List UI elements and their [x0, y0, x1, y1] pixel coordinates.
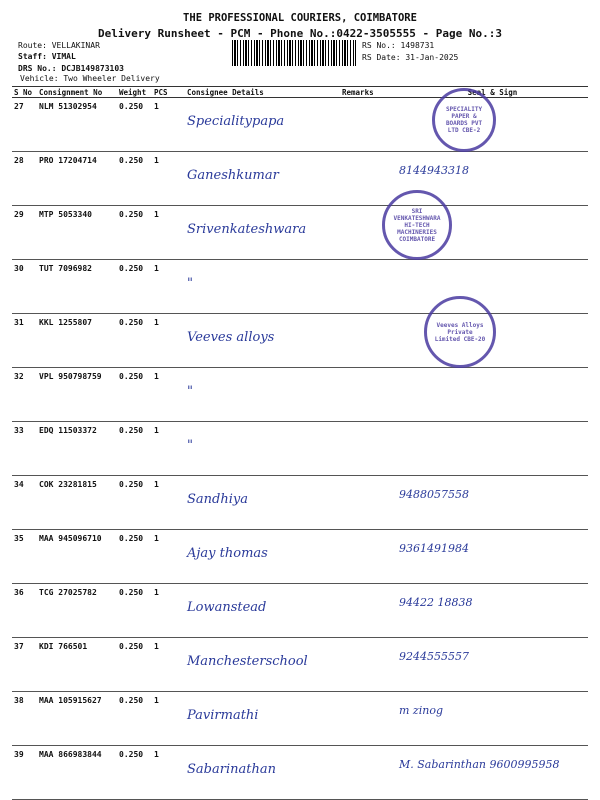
table-row	[12, 476, 588, 530]
row-weight: 0.250	[117, 638, 152, 692]
row-weight: 0.250	[117, 692, 152, 746]
row-pcs: 1	[152, 746, 185, 800]
row-seal-sign	[397, 422, 588, 476]
row-consignee: "	[185, 260, 340, 314]
row-consignee: Ganeshkumar	[185, 152, 340, 206]
row-sno: 39	[12, 746, 37, 800]
row-sno: 37	[12, 638, 37, 692]
row-seal-sign: m zinog	[397, 692, 588, 746]
row-consignment-no: VPL 950798759	[37, 368, 117, 422]
row-consignment-no: MAA 945096710	[37, 530, 117, 584]
row-weight: 0.250	[117, 530, 152, 584]
row-pcs: 1	[152, 530, 185, 584]
company-stamp-venkateshwara: SRI VENKATESHWARA HI-TECH MACHINERIES COIMBATORE	[382, 190, 452, 260]
row-sno: 29	[12, 206, 37, 260]
route-label: Route: VELLAKINAR	[18, 41, 100, 50]
row-consignment-no: NLM 51302954	[37, 98, 117, 152]
row-consignment-no: COK 23281815	[37, 476, 117, 530]
table-row	[12, 638, 588, 692]
row-consignment-no: TCG 27025782	[37, 584, 117, 638]
row-consignee: Lowanstead	[185, 584, 340, 638]
row-consignee: Srivenkateshwara	[185, 206, 340, 260]
row-sno: 38	[12, 692, 37, 746]
row-remarks	[340, 530, 397, 584]
row-remarks	[340, 476, 397, 530]
row-weight: 0.250	[117, 422, 152, 476]
row-consignment-no: PRO 17204714	[37, 152, 117, 206]
drs-label: DRS No.: DCJB149873103	[18, 64, 124, 73]
row-consignee: Sandhiya	[185, 476, 340, 530]
row-weight: 0.250	[117, 206, 152, 260]
row-consignment-no: TUT 7096982	[37, 260, 117, 314]
table-header-row	[12, 87, 588, 98]
table-row	[12, 368, 588, 422]
row-pcs: 1	[152, 98, 185, 152]
staff-label: Staff: VIMAL	[18, 52, 76, 61]
row-pcs: 1	[152, 206, 185, 260]
row-sno: 28	[12, 152, 37, 206]
row-pcs: 1	[152, 260, 185, 314]
row-remarks	[340, 368, 397, 422]
col-remarks-header: Remarks	[340, 87, 397, 98]
row-seal-sign: 9361491984	[397, 530, 588, 584]
runsheet-subtitle: Delivery Runsheet - PCM - Phone No.:0422-3505555 - Page No.:3	[98, 27, 502, 40]
table-row	[12, 692, 588, 746]
row-seal-sign: 9488057558	[397, 476, 588, 530]
row-consignment-no: KKL 1255807	[37, 314, 117, 368]
table-body	[12, 98, 588, 800]
row-sno: 33	[12, 422, 37, 476]
row-consignment-no: EDQ 11503372	[37, 422, 117, 476]
row-seal-sign: 94422 18838	[397, 584, 588, 638]
row-consignee: "	[185, 368, 340, 422]
table-row	[12, 314, 588, 368]
row-pcs: 1	[152, 476, 185, 530]
row-seal-sign	[397, 368, 588, 422]
col-consignee-header: Consignee Details	[185, 87, 340, 98]
col-weight-header: Weight	[117, 87, 152, 98]
table-row	[12, 206, 588, 260]
runsheet-table	[12, 86, 588, 800]
row-pcs: 1	[152, 314, 185, 368]
row-weight: 0.250	[117, 584, 152, 638]
row-consignee: Manchesterschool	[185, 638, 340, 692]
row-sno: 35	[12, 530, 37, 584]
runsheet-title: THE PROFESSIONAL COURIERS, COIMBATORE	[183, 12, 417, 24]
row-pcs: 1	[152, 152, 185, 206]
row-consignee: Sabarinathan	[185, 746, 340, 800]
table-row	[12, 260, 588, 314]
row-sno: 27	[12, 98, 37, 152]
col-pcs-header: PCS	[152, 87, 185, 98]
row-weight: 0.250	[117, 98, 152, 152]
row-remarks	[340, 98, 397, 152]
vehicle-label: Vehicle: Two Wheeler Delivery	[20, 74, 160, 83]
row-remarks	[340, 314, 397, 368]
row-weight: 0.250	[117, 368, 152, 422]
row-weight: 0.250	[117, 746, 152, 800]
table-row	[12, 98, 588, 152]
row-remarks	[340, 638, 397, 692]
row-remarks	[340, 152, 397, 206]
row-seal-sign	[397, 260, 588, 314]
table-row	[12, 152, 588, 206]
row-pcs: 1	[152, 638, 185, 692]
row-weight: 0.250	[117, 152, 152, 206]
row-sno: 32	[12, 368, 37, 422]
row-pcs: 1	[152, 368, 185, 422]
company-stamp-speciality: SPECIALITY PAPER & BOARDS PVT LTD CBE-2	[432, 88, 496, 152]
row-weight: 0.250	[117, 476, 152, 530]
row-consignee: "	[185, 422, 340, 476]
row-sno: 36	[12, 584, 37, 638]
row-consignment-no: MAA 866983844	[37, 746, 117, 800]
table-row	[12, 584, 588, 638]
row-consignment-no: MAA 105915627	[37, 692, 117, 746]
row-consignee: Specialitypapa	[185, 98, 340, 152]
row-seal-sign: M. Sabarinthan 9600995958	[397, 746, 588, 800]
row-sno: 31	[12, 314, 37, 368]
row-pcs: 1	[152, 692, 185, 746]
row-seal-sign: 8144943318	[397, 152, 588, 206]
row-consignee: Veeves alloys	[185, 314, 340, 368]
row-remarks	[340, 260, 397, 314]
row-pcs: 1	[152, 584, 185, 638]
row-remarks	[340, 746, 397, 800]
row-remarks	[340, 584, 397, 638]
row-remarks	[340, 422, 397, 476]
rs-no-label: RS No.: 1498731	[362, 41, 435, 50]
col-consignment-header: Consignment No	[37, 87, 117, 98]
row-seal-sign: 9244555557	[397, 638, 588, 692]
row-consignment-no: KDI 766501	[37, 638, 117, 692]
barcode	[232, 40, 356, 66]
table-row	[12, 422, 588, 476]
row-sno: 34	[12, 476, 37, 530]
rs-date-label: RS Date: 31-Jan-2025	[362, 53, 459, 62]
row-consignment-no: MTP 5053340	[37, 206, 117, 260]
row-weight: 0.250	[117, 260, 152, 314]
company-stamp-veeves: Veeves Alloys Private Limited CBE-20	[424, 296, 496, 368]
col-seal-header: Seal & Sign	[397, 87, 588, 98]
row-consignee: Pavirmathi	[185, 692, 340, 746]
row-consignee: Ajay thomas	[185, 530, 340, 584]
row-weight: 0.250	[117, 314, 152, 368]
table-row	[12, 530, 588, 584]
table-row	[12, 746, 588, 800]
row-pcs: 1	[152, 422, 185, 476]
row-remarks	[340, 692, 397, 746]
col-sno-header: S No	[12, 87, 37, 98]
row-sno: 30	[12, 260, 37, 314]
